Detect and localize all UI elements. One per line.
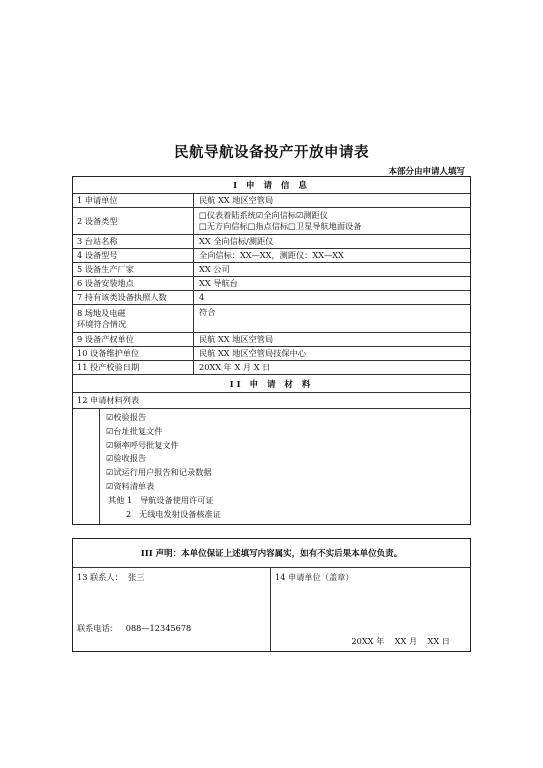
- table-row: [73, 332, 470, 346]
- section-header-materials: II 申 请 材 料: [73, 374, 470, 392]
- site-label-line-2: 环境符合情况: [77, 318, 127, 329]
- list-item: ☑验收报告: [106, 453, 147, 464]
- contact-cell: [73, 568, 271, 651]
- applicant-seal-label: 14 申请单位（盖章）: [275, 572, 354, 582]
- row-label: [73, 305, 194, 332]
- other-item-1: 其他 1 导航设备使用许可证: [108, 494, 214, 505]
- row-value: 民航 XX 地区空管局: [199, 195, 274, 205]
- other-item-2: 2 无线电发射设备核准证: [126, 508, 221, 519]
- table-row: [73, 248, 470, 262]
- materials-list: [99, 409, 470, 524]
- table-row: [73, 304, 470, 332]
- contact-phone: 联系电话： 088—12345678: [77, 623, 192, 633]
- subtitle-note: 本部分由申请人填写: [388, 167, 465, 177]
- row-value: [194, 208, 470, 234]
- table-row: [73, 346, 470, 360]
- table-row: [73, 276, 470, 290]
- row-value: 4: [199, 292, 205, 302]
- page-title: 民航导航设备投产开放申请表: [174, 144, 369, 161]
- row-value: XX 导航台: [199, 278, 238, 288]
- application-form-table: [72, 176, 471, 525]
- table-row: [73, 262, 470, 276]
- row-label: 2 设备类型: [73, 208, 194, 234]
- table-row: [73, 234, 470, 248]
- list-item: ☑台址批复文件: [106, 425, 163, 436]
- table-row: [73, 207, 470, 234]
- list-item: ☑校验报告: [106, 412, 147, 422]
- table-row: [73, 193, 470, 207]
- device-type-line-2: □无方向信标□指点信标□卫星导航地面设备: [199, 221, 362, 231]
- declaration-text: III 声明：本单位保证上述填写内容属实，如有不实后果本单位负责。: [73, 539, 470, 568]
- table-row: [73, 360, 470, 374]
- list-item: ☑资料清单表: [106, 480, 155, 491]
- row-value: XX 全向信标/测距仪: [199, 236, 274, 246]
- row-label: 10 设备维护单位: [73, 347, 194, 360]
- declaration-table: [72, 538, 471, 652]
- sign-date: 20XX 年 XX 月 XX 日: [351, 636, 450, 646]
- site-label-line-1: 8 场地及电磁: [77, 307, 126, 318]
- list-item: ☑频率呼号批复文件: [106, 439, 179, 450]
- row-value: 全向信标：XX—XX，测距仪：XX—XX: [199, 250, 344, 260]
- row-label: 11 投产校验日期: [73, 361, 194, 374]
- device-type-line-1: □仪表着陆系统☑全向信标☑测距仪: [199, 210, 328, 220]
- row-label: 9 设备产权单位: [73, 333, 194, 346]
- materials-title: 12 申请材料列表: [73, 393, 470, 409]
- row-label: 3 台站名称: [73, 235, 194, 248]
- row-label: 6 设备安装地点: [73, 277, 194, 290]
- table-row: [73, 290, 470, 304]
- contact-person: 13 联系人： 张三: [77, 572, 145, 582]
- row-value: 民航 XX 地区空管局: [199, 334, 274, 344]
- section-header-info: I 申 请 信 息: [233, 181, 310, 191]
- row-label: 5 设备生产厂家: [73, 263, 194, 276]
- row-label: 4 设备型号: [73, 249, 194, 262]
- materials-block: [73, 392, 470, 524]
- list-item: ☑试运行用户报告和记录数据: [106, 467, 212, 478]
- row-value: 符合: [199, 307, 216, 317]
- row-value: 民航 XX 地区空管局技保中心: [199, 348, 306, 358]
- row-label: 1 申请单位: [73, 194, 194, 207]
- row-value: XX 公司: [199, 264, 230, 274]
- row-value: 20XX 年 X 月 X 日: [199, 362, 271, 372]
- signature-row: [73, 568, 470, 651]
- row-label: 7 持有该类设备执照人数: [73, 291, 194, 304]
- applicant-cell: [271, 568, 470, 651]
